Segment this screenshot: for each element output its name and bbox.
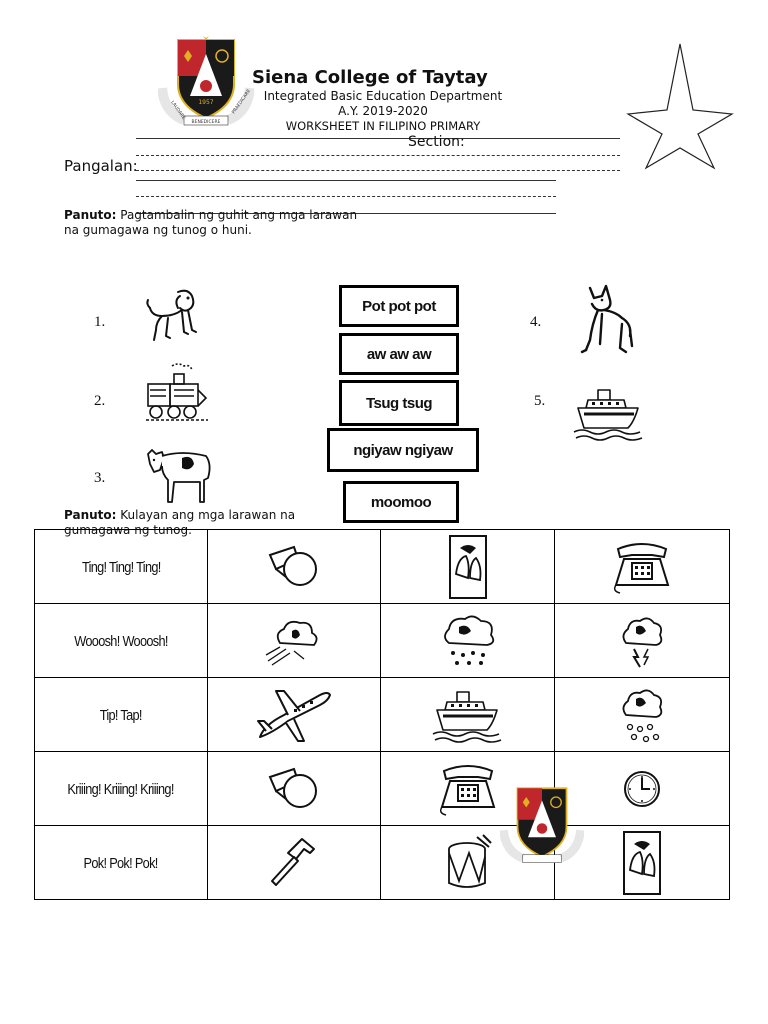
table-row [35, 752, 730, 826]
name-label: Pangalan: [64, 157, 138, 175]
picture-cell[interactable] [381, 604, 555, 678]
wind-icon[interactable] [264, 615, 324, 667]
item-number: 3. [94, 470, 106, 486]
sound-cell [35, 604, 208, 678]
instruction-1 [64, 208, 364, 238]
sound-label: Wooosh! Wooosh! [74, 633, 168, 650]
item-number: 1. [94, 314, 106, 330]
sound-label: Kriiing! Kriiing! Kriiing! [67, 781, 175, 798]
table-row [35, 826, 730, 900]
ship-icon[interactable] [431, 686, 505, 744]
picture-cell[interactable] [381, 678, 555, 752]
logo-year: 1957 [198, 99, 214, 106]
bells-icon[interactable] [448, 534, 488, 600]
picture-cell[interactable] [555, 604, 730, 678]
sound-box-tsug-tsug[interactable]: Tsug tsug [339, 380, 459, 426]
instruction-text: Kulayan ang mga larawan na gumagawa ng tunog. [64, 508, 296, 537]
sound-box-aw-aw[interactable]: aw aw aw [339, 333, 459, 375]
academic-year: A.Y. 2019-2020 [338, 104, 428, 118]
sound-label: Pok! Pok! Pok! [83, 855, 158, 872]
logo-motto-left: LAUDARE [169, 100, 186, 121]
ship-icon [572, 384, 646, 442]
cat-icon [580, 284, 636, 358]
divider-line [136, 138, 620, 139]
divider-line [136, 180, 556, 181]
school-logo [158, 36, 254, 128]
whistle-icon[interactable] [264, 543, 324, 591]
telephone-icon[interactable] [436, 761, 500, 817]
sound-label: Tip! Tap! [99, 707, 142, 724]
department-name: Integrated Basic Education Department [263, 89, 503, 103]
picture-cell[interactable] [207, 530, 381, 604]
picture-cell[interactable] [555, 678, 730, 752]
airplane-icon[interactable] [254, 685, 334, 745]
sound-cell [35, 530, 208, 604]
picture-cell[interactable] [207, 826, 381, 900]
sound-box-moomoo[interactable]: moomoo [343, 481, 459, 523]
picture-cell[interactable] [555, 530, 730, 604]
sound-box-pot-pot[interactable]: Pot pot pot [339, 285, 459, 327]
star-icon [626, 40, 734, 172]
table-row [35, 604, 730, 678]
item-number: 4. [530, 314, 542, 330]
instruction-label: Panuto: [64, 208, 117, 222]
sound-cell [35, 752, 208, 826]
instruction-text: Pagtambalin ng guhit ang mga larawan na gumagawa ng tunog o huni. [64, 208, 358, 237]
telephone-icon[interactable] [610, 539, 674, 595]
picture-cell[interactable] [381, 530, 555, 604]
sound-box-ngiyaw[interactable]: ngiyaw ngiyaw [327, 428, 479, 472]
worksheet-title: WORKSHEET IN FILIPINO PRIMARY [285, 119, 481, 133]
cow-icon [142, 444, 216, 510]
section-blank[interactable] [136, 155, 620, 156]
storm-cloud-icon[interactable] [620, 613, 664, 669]
item-number: 2. [94, 393, 106, 409]
school-logo-watermark [500, 780, 584, 870]
train-icon [144, 362, 212, 426]
item-number: 5. [534, 393, 546, 409]
rain-cloud-icon[interactable] [620, 685, 664, 745]
logo-motto-center: BENEDICERE [191, 120, 221, 125]
table-row [35, 530, 730, 604]
blank-line [136, 196, 556, 197]
sound-cell [35, 678, 208, 752]
drum-icon[interactable] [443, 833, 493, 893]
table-row [35, 678, 730, 752]
hammer-icon[interactable] [266, 835, 322, 891]
clock-icon[interactable] [622, 769, 662, 809]
instruction-label: Panuto: [64, 508, 117, 522]
logo-motto-right: PRAEDICARE [231, 88, 253, 116]
picture-cell[interactable] [207, 678, 381, 752]
sound-label: Ting! Ting! Ting! [81, 559, 161, 576]
school-name: Siena College of Taytay [252, 67, 488, 88]
coloring-table [34, 529, 730, 900]
picture-cell[interactable] [207, 752, 381, 826]
name-blank[interactable] [136, 170, 620, 171]
section-label: Section: [408, 134, 465, 150]
sound-cell [35, 826, 208, 900]
bells-icon[interactable] [622, 830, 662, 896]
rain-cloud-icon[interactable] [439, 613, 497, 669]
dog-icon [144, 286, 202, 348]
whistle-icon[interactable] [264, 765, 324, 813]
picture-cell[interactable] [207, 604, 381, 678]
